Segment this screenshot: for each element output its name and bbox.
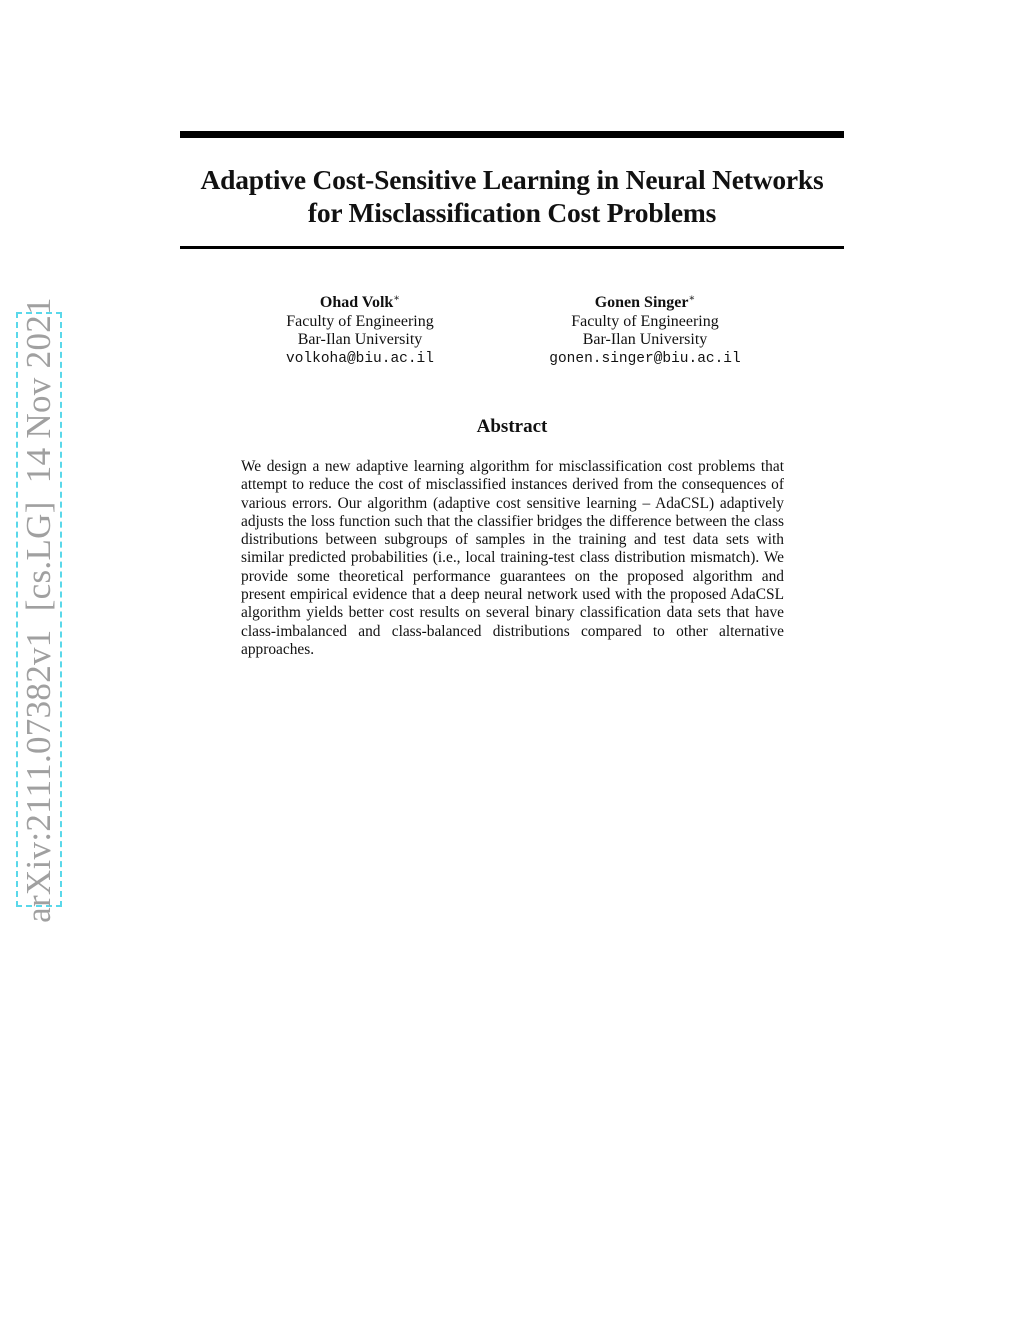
author-affiliation: Faculty of Engineering <box>571 312 719 330</box>
title-bottom-rule <box>180 246 844 249</box>
arxiv-stamp-text: arXiv:2111.07382v1 [cs.LG] 14 Nov 2021 <box>19 296 58 923</box>
title-top-rule <box>180 131 844 138</box>
author-block-1 <box>210 294 510 368</box>
abstract-heading: Abstract <box>476 416 548 437</box>
author-name: Gonen Singer∗ <box>594 293 696 311</box>
author-email[interactable]: volkoha@biu.ac.il <box>286 350 434 367</box>
paper-title <box>160 163 864 229</box>
author-email[interactable]: gonen.singer@biu.ac.il <box>549 350 741 367</box>
author-institution: Bar-Ilan University <box>582 331 708 348</box>
author-block-2 <box>495 294 795 368</box>
author-name: Ohad Volk∗ <box>319 293 401 311</box>
title-line-2: for Misclassification Cost Problems <box>307 197 717 228</box>
author-affiliation: Faculty of Engineering <box>286 312 434 330</box>
abstract-text: We design a new adaptive learning algorithm for misclassification cost problems that attempt to reduce the cost of misclassified instances derived from the consequences of various errors. Our algorithm (adaptive cost sensitive learning – AdaCSL) adaptively adjusts the loss function such that the classifier bridges the difference between the class distributions between subgroups of samples in the training and test data sets with similar predicted probabilities (i.e., local training-test class distribution mismatch). We provide some theoretical performance guarantees on the proposed algorithm and present empirical evidence that a deep neural network used with the proposed AdaCSL algorithm yields better cost results on several binary classification data sets that have class-imbalanced and class-balanced distributions compared to other alternative approaches. <box>241 458 784 658</box>
footnote-mark: ∗ <box>688 293 696 304</box>
arxiv-stamp[interactable] <box>16 296 62 923</box>
footnote-mark: ∗ <box>393 293 401 304</box>
title-line-1: Adaptive Cost-Sensitive Learning in Neural Networks <box>200 164 824 195</box>
author-institution: Bar-Ilan University <box>297 331 423 348</box>
